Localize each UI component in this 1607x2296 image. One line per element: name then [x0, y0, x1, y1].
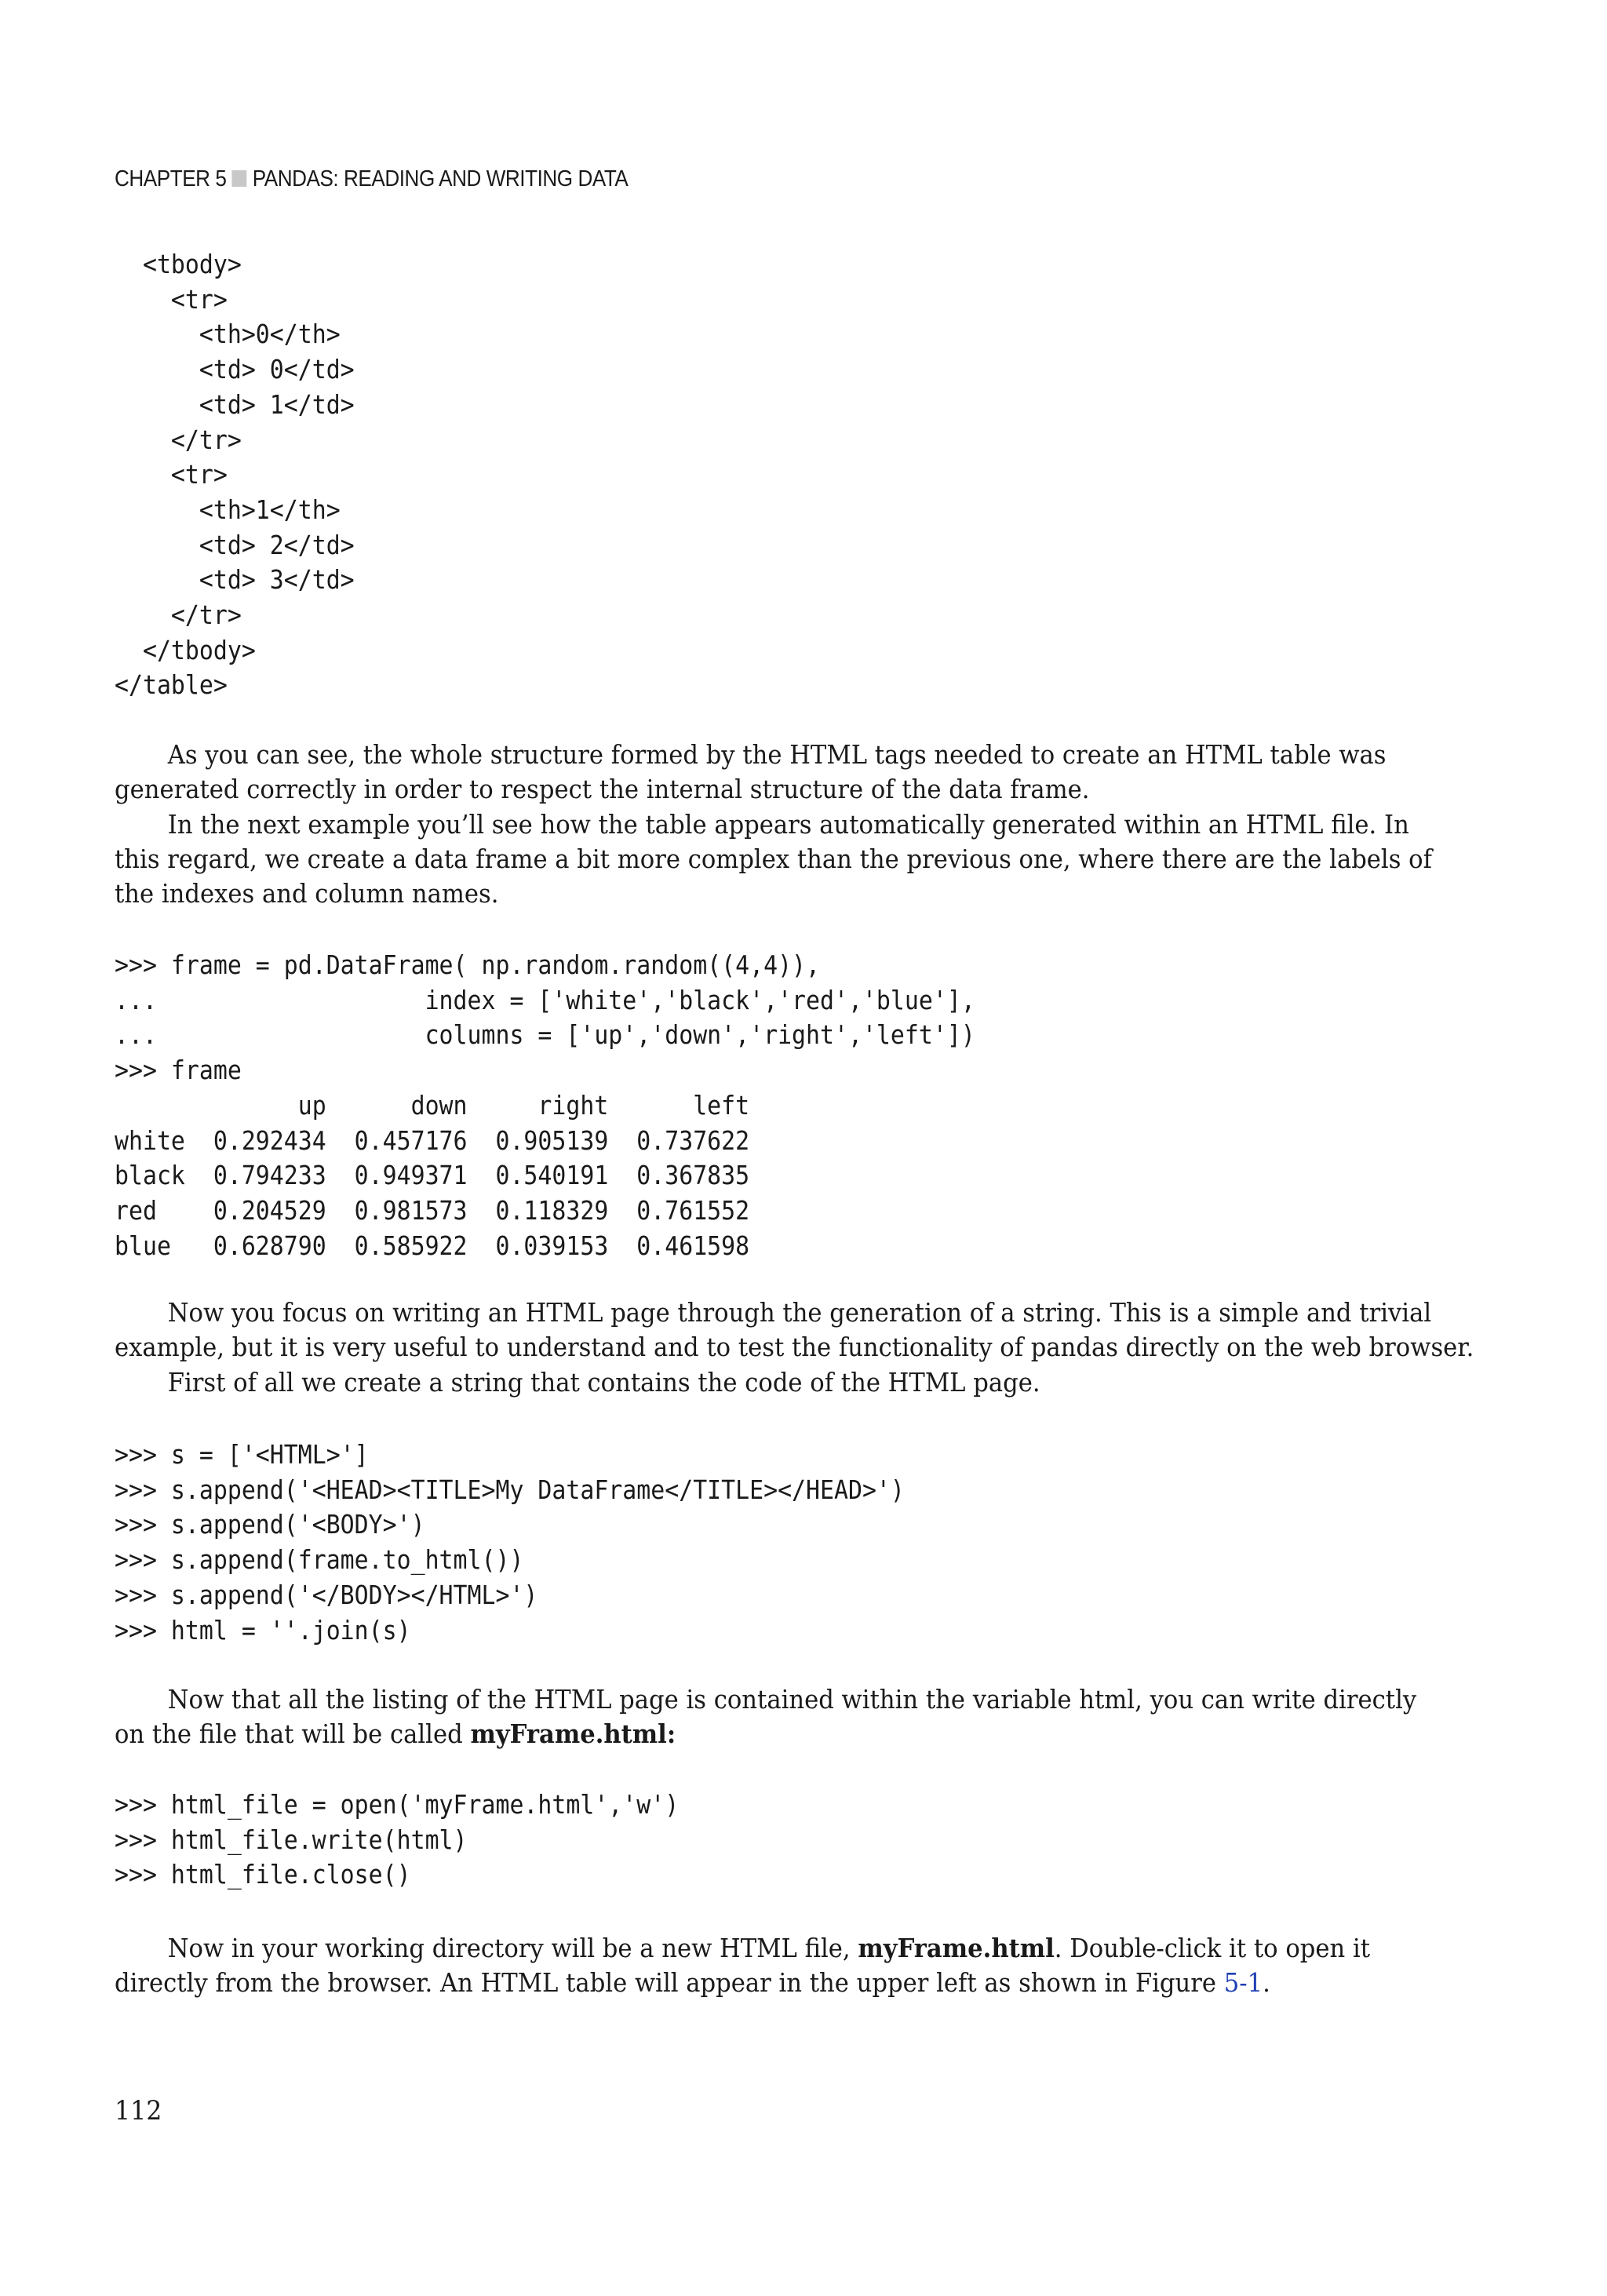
page-number: 112 [115, 2095, 162, 2127]
filename-bold: myFrame.html [858, 1933, 1055, 1963]
figure-reference-link[interactable]: 5-1 [1223, 1967, 1263, 1999]
text-line: First of all we create a string that contains the code of the HTML page. [167, 1366, 1040, 1398]
code-block-dataframe: >>> frame = pd.DataFrame( np.random.random((4,4)), ... index = ['white','black','red','blue'], ... columns = ['up','down','right','left']) >>> frame up down right left white 0.292434 0.457176 0.905139 0.737622 black 0.794233 0.949371 0.540191 0.367835 red 0.204529 0.981573 0.118329 0.761552 blue 0.628790 0.585922 0.039153 0.461598 [115, 949, 975, 1261]
chapter-label: CHAPTER 5 [115, 166, 227, 191]
text-line: on the file that will be called myFrame.html: [115, 1718, 676, 1750]
separator-square-icon [232, 170, 247, 187]
chapter-title: PANDAS: READING AND WRITING DATA [252, 166, 629, 191]
paragraph-open-browser [115, 1931, 1371, 2001]
text-line: this regard, we create a data frame a bit more complex than the previous one, where there are the labels of [115, 843, 1432, 874]
running-head [115, 166, 628, 192]
code-block-html-table: <tbody> <tr> <th>0</th> <td> 0</td> <td> 1</td> </tr> <tr> <th>1</th> <td> 2</td> <td> 3</td> </tr> </tbody> </table> [115, 249, 355, 701]
text-line: Now that all the listing of the HTML page is contained within the variable html, you can write directly [167, 1684, 1417, 1715]
text-line: example, but it is very useful to understand and to test the functionality of pandas directly on the web browser. [115, 1332, 1474, 1363]
paragraph-html-string [115, 1296, 1474, 1400]
text-line: In the next example you’ll see how the table appears automatically generated within an HTML file. In [167, 808, 1409, 840]
text-line: directly from the browser. An HTML table will appear in the upper left as shown in Figure 5-1. [115, 1967, 1270, 1999]
paragraph-write-file [115, 1682, 1417, 1752]
text-line: Now in your working directory will be a new HTML file, myFrame.html. Double-click it to open it [167, 1933, 1371, 1963]
text-line: the indexes and column names. [115, 878, 499, 909]
paragraph-table-structure [115, 738, 1432, 911]
text-line: generated correctly in order to respect the internal structure of the data frame. [115, 774, 1090, 805]
text-line: Now you focus on writing an HTML page through the generation of a string. This is a simple and trivial [167, 1297, 1432, 1328]
filename-bold: myFrame.html: [470, 1718, 676, 1750]
code-block-build-string: >>> s = ['<HTML>'] >>> s.append('<HEAD><TITLE>My DataFrame</TITLE></HEAD>') >>> s.append('<BODY>') >>> s.append(frame.to_html()) >>> s.append('</BODY></HTML>') >>> html = ''.join(s) [115, 1439, 905, 1645]
code-block-write-file: >>> html_file = open('myFrame.html','w') >>> html_file.write(html) >>> html_file.close() [115, 1789, 680, 1890]
text-line: As you can see, the whole structure formed by the HTML tags needed to create an HTML table was [167, 739, 1387, 770]
